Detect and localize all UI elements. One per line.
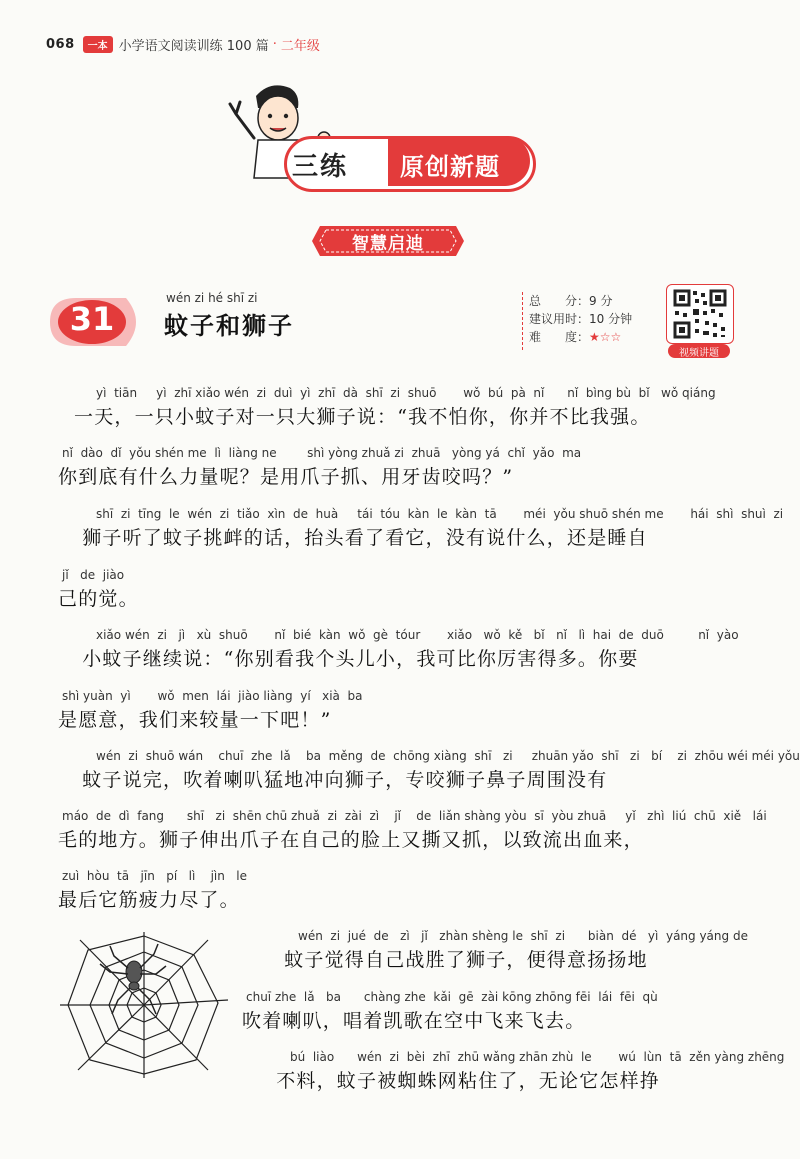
line-7-pinyin: wén zi shuō wán chuī zhe lǎ ba měng de chōng xiàng shī zi zhuān yǎo shī zi bí zi zhōu wéi méi yǒu	[96, 749, 800, 763]
line-8-text: 毛的地方。狮子伸出爪子在自己的脸上又撕又抓，以致流出血来，	[58, 829, 644, 851]
line-12-pinyin: bú liào wén zi bèi zhī zhū wǎng zhān zhù le wú lùn tā zěn yàng zhēng	[290, 1050, 785, 1064]
line-5-text: 小蚊子继续说：“你别看我个头儿小，我可比你厉害得多。你要	[62, 648, 639, 670]
line-2-pinyin: nǐ dào dǐ yǒu shén me lì liàng ne shì yòng zhuǎ zi zhuā yòng yá chǐ yǎo ma	[62, 446, 582, 460]
score-row	[529, 292, 661, 310]
difficulty-stars: ★☆☆	[589, 330, 622, 344]
section-label: 智慧启迪	[352, 234, 424, 254]
lesson-info-box	[522, 292, 661, 350]
grade-label: 二年级	[280, 38, 320, 54]
lesson-title: 蚊子和狮子	[164, 311, 294, 340]
line-8-pinyin: máo de dì fang shī zi shēn chū zhuǎ zi zài zì jǐ de liǎn shàng yòu sī yòu zhuā yǐ zhì liú chū xiě lái	[62, 809, 767, 823]
page-number: 068	[46, 36, 75, 52]
time-label: 建议用时：	[529, 312, 590, 326]
line-3-text: 狮子听了蚊子挑衅的话，抬头看了看它，没有说什么，还是睡自	[62, 527, 648, 549]
video-explanation-label[interactable]: 视频讲题	[668, 344, 730, 358]
banner-left-text: 三练	[292, 152, 349, 182]
line-10-pinyin: wén zi jué de zì jǐ zhàn shèng le shī zi biàn dé yì yáng yáng de	[298, 929, 748, 943]
qr-code-icon[interactable]	[666, 284, 734, 344]
publisher-logo: 一本	[83, 36, 113, 53]
line-12-text: 不料，蚊子被蜘蛛网粘住了，无论它怎样挣	[256, 1070, 661, 1092]
line-7-text: 蚊子说完，吹着喇叭猛地冲向狮子，专咬狮子鼻子周围没有	[62, 769, 608, 791]
difficulty-row	[529, 328, 661, 346]
line-6-pinyin: shì yuàn yì wǒ men lái jiào liàng yí xià ba	[62, 689, 363, 703]
line-4-text: 己的觉。	[58, 588, 139, 610]
line-9-pinyin: zuì hòu tā jīn pí lì jìn le	[62, 869, 248, 883]
running-header	[46, 34, 320, 54]
line-11-text: 吹着喇叭，唱着凯歌在空中飞来飞去。	[242, 1010, 586, 1032]
difficulty-label: 难 度：	[529, 330, 590, 344]
line-3-pinyin: shī zi tīng le wén zi tiǎo xìn de huà tái tóu kàn le kàn tā méi yǒu shuō shén me hái shì shuì zi	[96, 507, 784, 521]
title-pinyin: wén zi hé shī zi	[166, 291, 258, 305]
separator-dot: ·	[272, 36, 277, 52]
book-title: 小学语文阅读训练 100 篇	[118, 38, 269, 54]
line-10-text: 蚊子觉得自己战胜了狮子，便得意扬扬地	[264, 949, 648, 971]
line-1-text: 一天，一只小蚊子对一只大狮子说：“我不怕你，你并不比我强。	[74, 406, 651, 428]
line-2-text: 你到底有什么力量呢？是用爪子抓、用牙齿咬吗？”	[58, 466, 514, 488]
line-9-text: 最后它筋疲力尽了。	[58, 889, 240, 911]
line-6-text: 是愿意，我们来较量一下吧！”	[58, 709, 332, 731]
banner-right-text: 原创新题	[400, 153, 500, 181]
line-5-pinyin: xiǎo wén zi jì xù shuō nǐ bié kàn wǒ gè tóur xiǎo wǒ kě bǐ nǐ lì hai de duō nǐ yào	[96, 628, 739, 642]
spider-web-illustration	[58, 930, 230, 1080]
time-row	[529, 310, 661, 328]
lesson-number: 31	[69, 300, 115, 338]
time-value: 10 分钟	[589, 312, 633, 326]
score-value: 9 分	[589, 294, 613, 308]
line-4-pinyin: jǐ de jiào	[62, 568, 125, 582]
score-label: 总 分：	[529, 294, 590, 308]
line-11-pinyin: chuī zhe lǎ ba chàng zhe kǎi gē zài kōng zhōng fēi lái fēi qù	[246, 990, 658, 1004]
line-1-pinyin: yì tiān yì zhī xiǎo wén zi duì yì zhī dà shī zi shuō wǒ bú pà nǐ nǐ bìng bù bǐ wǒ qiáng	[96, 386, 716, 400]
